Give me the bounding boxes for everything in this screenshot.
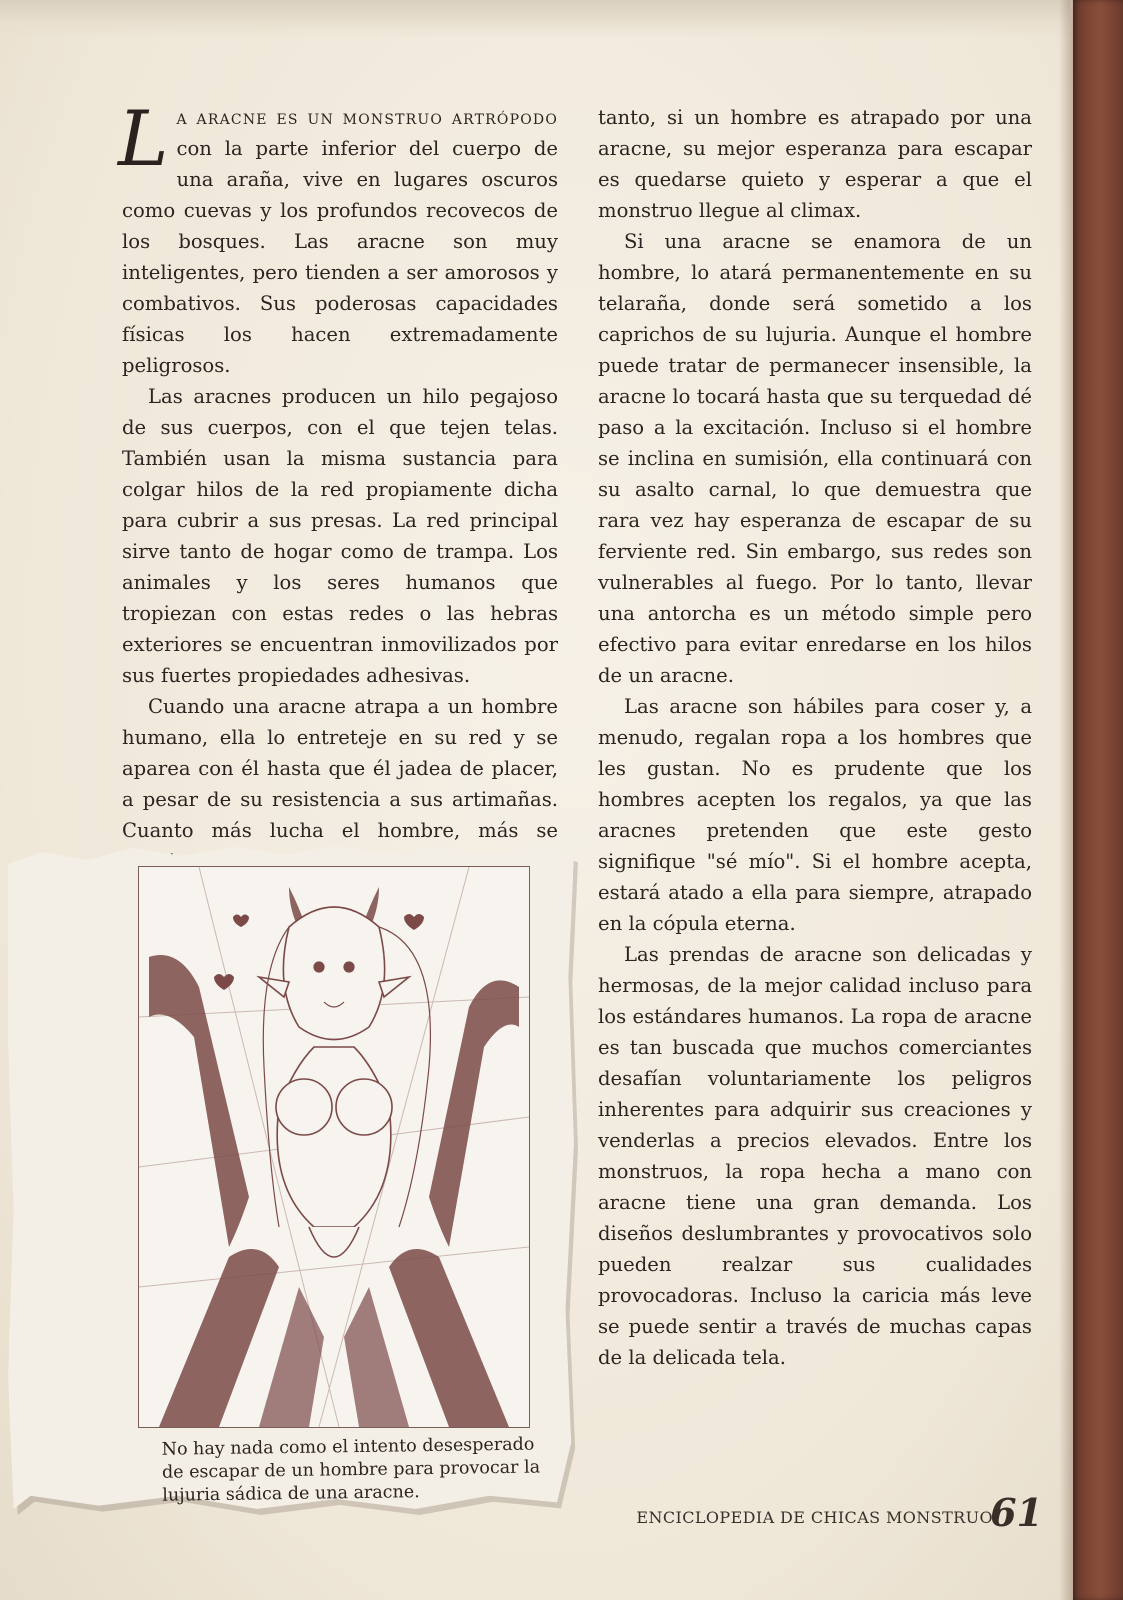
book-title-footer: ENCICLOPEDIA DE CHICAS MONSTRUO [636, 1508, 993, 1527]
right-paragraph-3: Las aracne son hábiles para coser y, a menudo, regalan ropa a los hombres que les gustan. No es prudente que los hombres acepten los regalos, ya que las aracnes pretenden que este gesto signifique "sé mío". Si el hombre acepta, estará atado a ella para siempre, atrapado en la cópula eterna. [598, 695, 1032, 935]
left-paragraph-3: Cuando una aracne atrapa a un hombre humano, ella lo entreteje en su red y se aparea con él hasta que él jadea de placer, a pesar de su resistencia a sus artimañas. Cuanto más lucha el hombre, más se [122, 695, 558, 842]
right-paragraph-1: tanto, si un hombre es atrapado por una aracne, su mejor esperanza para escapar es quedarse quieto y esperar a que el monstruo llegue al climax. [598, 106, 1032, 222]
arachne-sketch-icon [139, 867, 529, 1427]
page-number: 61 [990, 1490, 1043, 1535]
right-text-column [598, 102, 1032, 1373]
left-text-column [118, 94, 558, 939]
left-paragraph-1 [118, 94, 558, 381]
lead-smallcaps: a aracne es un monstruo artrópodo [176, 106, 558, 129]
leather-binding [1073, 0, 1123, 1600]
arachne-illustration [138, 866, 530, 1428]
right-paragraph-2: Si una aracne se enamora de un hombre, lo atará permanentemente en su telaraña, donde será sometido a los caprichos de su lujuria. Aunque el hombre puede tratar de permanecer insensible, la aracne lo tocará hasta que su terquedad dé paso a la excitación. Incluso si el hombre se inclina en sumisión, ella continuará con su asalto carnal, lo que demuestra que rara vez hay esperanza de escapar de su ferviente red. Sin embargo, sus redes son vulnerables al fuego. Por lo tanto, llevar una antorcha es un método simple pero efectivo para evitar enredarse en los hilos de un aracne. [598, 230, 1032, 687]
right-paragraph-4: Las prendas de aracne son delicadas y hermosas, de la mejor calidad incluso para los estándares humanos. La ropa de aracne es tan buscada que muchos comerciantes desafían voluntariamente los peligros inherentes para adquirir sus creaciones y venderlas a precios elevados. Entre los monstruos, la ropa hecha a mano con aracne tiene una gran demanda. Los diseños deslumbrantes y provocativos solo pueden realzar sus cualidades provocadoras. Incluso la caricia más leve se puede sentir a través de muchas capas de la delicada tela. [598, 943, 1032, 1369]
left-paragraph-2: Las aracnes producen un hilo pegajoso de sus cuerpos, con el que tejen telas. También usan la misma sustancia para colgar hilos de la red propiamente dicha para cubrir a sus presas. La red principal sirve tanto de hogar como de trampa. Los animales y los seres humanos que tropiezan con estas redes o las hebras exteriores se encuentran inmovilizados por sus fuertes propiedades adhesivas. [122, 385, 558, 687]
illustration-caption: No hay nada como el intento desesperado de escapar de un hombre para provocar la lujuria sádica de una aracne. [161, 1434, 541, 1506]
worn-top-edge [0, 0, 1070, 38]
drop-cap: L [118, 94, 169, 183]
binding-shadow [1059, 0, 1073, 1600]
left-paragraph-1-rest: con la parte inferior del cuerpo de una araña, vive en lugares oscuros como cuevas y los profundos recovecos de los bosques. Las aracne son muy inteligentes, pero tienden a ser amorosos y combativos. Sus poderosas capacidades físicas los hacen extremadamente peligrosos. [122, 137, 558, 377]
